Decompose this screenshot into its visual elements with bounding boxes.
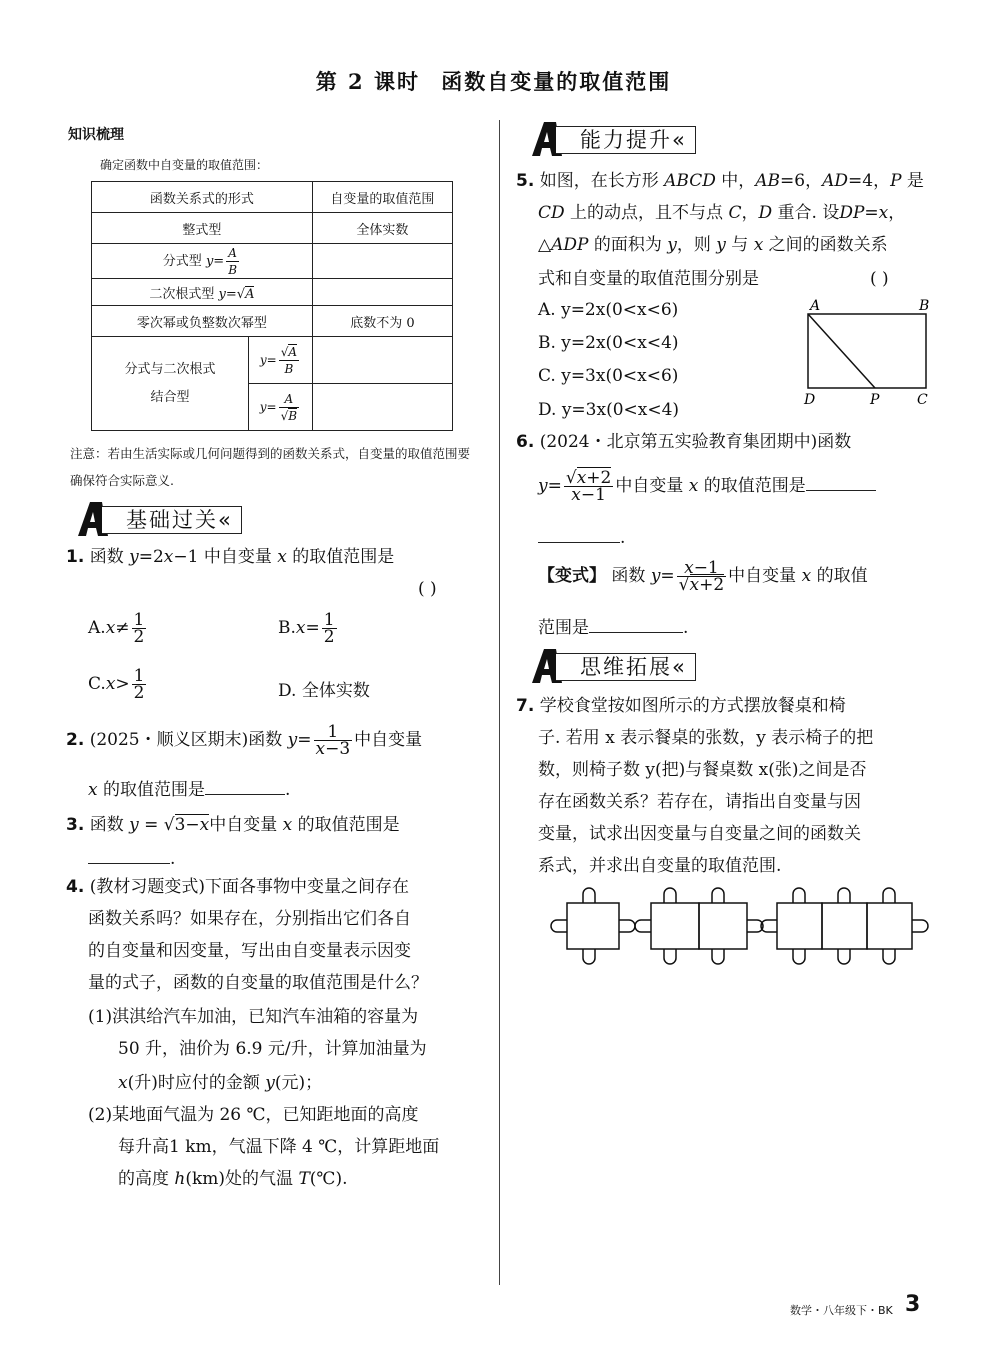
label-c: C: [917, 392, 928, 408]
page-title: [0, 66, 987, 96]
chair: [664, 888, 676, 903]
question-text: 中自变量: [354, 730, 423, 750]
table: [699, 903, 747, 949]
lesson-number: 第 2 课时: [315, 69, 420, 94]
book-info: 数学・八年级下・BK: [790, 1304, 893, 1317]
knowledge-table: [91, 181, 453, 431]
label-a: A: [810, 298, 821, 314]
knowledge-heading: 知识梳理: [68, 127, 124, 143]
option-d[interactable]: D. y=3x(0<x<4): [538, 400, 680, 420]
table-cell: y= $\frac{A}{√B}$: [249, 384, 313, 431]
radical-type-label: 二次根式型: [149, 286, 215, 302]
option-a[interactable]: A. y=2x(0<x<6): [538, 300, 679, 320]
question-3-line2: .: [88, 843, 175, 875]
chair: [712, 888, 724, 903]
question-text: 函数: [89, 815, 130, 835]
option-label: A.: [88, 618, 106, 638]
sub-question-1: 50 升，油价为 6.9 元/升，计算加油量为: [118, 1039, 427, 1059]
question-text: 中自变量: [209, 815, 283, 835]
fraction-type-label: 分式型: [162, 253, 202, 269]
question-7: [516, 690, 936, 722]
table: [867, 903, 912, 949]
column-divider: [499, 120, 500, 1285]
knowledge-note: 注意：若由生活实际或几何问题得到的函数关系式，自变量的取值范围要确保符合实际意义.: [70, 446, 471, 488]
chair: [583, 949, 595, 964]
question-source: (教材习题变式): [89, 877, 205, 897]
question-source: (2024・北京第五实验教育集团期中): [539, 432, 818, 452]
page-number: 3: [905, 1292, 921, 1317]
question-text: 函数关系吗？如果存在，分别指出它们各自: [88, 909, 411, 929]
question-text: 中自变量: [198, 547, 278, 567]
table: [567, 903, 619, 949]
question-3: 3. 函数 y = √3−x中自变量 x 的取值范围是: [66, 815, 400, 835]
section-title-text: 思维拓展: [580, 655, 672, 679]
question-text: 的取值范围是: [698, 476, 806, 496]
lesson-title: 函数自变量的取值范围: [441, 69, 672, 94]
question-text: △: [538, 235, 552, 255]
question-text: 中，: [715, 171, 756, 191]
question-text: 是: [901, 171, 924, 191]
question-text: 函数: [89, 547, 130, 567]
table-cell: y= $\frac{√A}{B}$: [249, 337, 313, 384]
question-source: (2025・顺义区期末): [89, 730, 249, 750]
table-cell: 底数不为 0: [312, 306, 452, 337]
section-title-text: 基础过关: [126, 508, 218, 532]
table-cell: 整式型: [92, 213, 313, 244]
answer-blank[interactable]: [205, 776, 285, 795]
question-text: 之间的函数关系: [763, 235, 888, 255]
variant-question: 【变式】 函数 y= $\frac{x-1}{√x+2}$ 中自变量 x 的取值: [538, 558, 868, 595]
answer-blank[interactable]: [806, 472, 876, 491]
arrangement-1: [551, 888, 635, 964]
question-6: [516, 426, 936, 458]
chair: [551, 920, 567, 932]
question-text: 学校食堂按如图所示的方式摆放餐桌和椅: [539, 696, 846, 716]
question-number: 6.: [516, 432, 535, 452]
option-c[interactable]: C. y=3x(0<x<6): [538, 366, 679, 386]
option-label: C.: [88, 674, 106, 694]
chair: [635, 920, 651, 932]
question-number: 3.: [66, 815, 85, 835]
question-number: 5.: [516, 171, 535, 191]
arrangement-2: [635, 888, 763, 964]
answer-blank[interactable]: [538, 524, 620, 543]
table-cell: [312, 337, 452, 384]
combined-type-label-2: 结合型: [150, 389, 190, 405]
chair: [883, 888, 895, 903]
question-4: [66, 871, 486, 903]
arrangement-3: [761, 888, 928, 964]
table: [777, 903, 822, 949]
question-text: 函数: [817, 432, 852, 452]
question-text: 函数: [248, 730, 283, 750]
question-text: (km)处的气温: [185, 1169, 299, 1189]
question-5-line2: CD 上的动点，且不与点 C，D 重合. 设DP=x，: [538, 203, 906, 223]
question-text: 存在函数关系？若存在，请指出自变量与因: [538, 792, 861, 812]
question-text: 中自变量: [728, 566, 802, 586]
segment-ap: [808, 314, 875, 388]
sub-question-1: (1)淇淇给汽车加油，已知汽车油箱的容量为: [88, 1007, 419, 1027]
question-text: (升)时应付的金额: [127, 1073, 266, 1093]
question-text: 如图，在长方形: [539, 171, 665, 191]
table-cell: 全体实数: [312, 213, 452, 244]
tables-chairs-figure: [545, 886, 935, 968]
question-text: 式和自变量的取值范围分别是: [538, 269, 759, 289]
chair: [712, 949, 724, 964]
question-1: 1. 函数 y=2x−1 中自变量 x 的取值范围是: [66, 547, 395, 567]
table-cell: [312, 279, 452, 306]
section-title-thinking: [556, 653, 696, 681]
chair: [619, 920, 635, 932]
table-cell: 零次幂或负整数次幂型: [92, 306, 313, 337]
option-label: B.: [278, 618, 296, 638]
question-6-line2: y= $\frac{√x+2}{x-1}$ 中自变量 x 的取值范围是: [538, 470, 876, 503]
chair: [793, 949, 805, 964]
chair: [838, 888, 850, 903]
option-a[interactable]: A.x≠ $\frac{1}{2}$: [88, 610, 145, 647]
question-text: 重合. 设: [772, 203, 840, 223]
question-text: (元)；: [274, 1073, 323, 1093]
question-text: 的取值范围是: [286, 547, 395, 567]
question-text: 量的式子，函数的自变量的取值范围是什么？: [88, 973, 428, 993]
combined-type-label: 分式与二次根式: [124, 361, 216, 377]
answer-bracket[interactable]: ( ): [870, 269, 889, 289]
sub-question-2: 每升高1 km，气温下降 4 ℃，计算距地面: [118, 1137, 440, 1157]
section-banner-basic: [76, 504, 256, 534]
table-cell: [312, 244, 452, 279]
table-cell: [312, 384, 452, 431]
chair: [583, 888, 595, 903]
rectangle-figure: [800, 296, 940, 411]
section-title-text: 能力提升: [580, 128, 672, 152]
section-banner-ability: [530, 124, 710, 154]
sub-question-2: 的高度 h(km)处的气温 T(℃).: [118, 1169, 348, 1189]
question-text: 下面各事物中变量之间存在: [204, 877, 409, 897]
chair: [793, 888, 805, 903]
question-text: 与: [725, 235, 754, 255]
table: [822, 903, 867, 949]
question-text: 的取值范围是: [292, 815, 400, 835]
question-2: 2. (2025・顺义区期末)函数 y= $\frac{1}{x-3}$ 中自变量: [66, 722, 423, 759]
table-header-form: 函数关系式的形式: [92, 182, 313, 213]
label-d: D: [804, 392, 816, 408]
question-number: 4.: [66, 877, 85, 897]
table-header-range: 自变量的取值范围: [312, 182, 452, 213]
question-text: ，: [805, 171, 823, 191]
sub-question-1: x(升)时应付的金额 y(元)；: [118, 1073, 323, 1093]
question-text: (℃).: [309, 1169, 348, 1189]
question-text: 的取值范围是: [103, 780, 205, 800]
section-title-basic: [102, 506, 242, 534]
chair: [912, 920, 928, 932]
question-text: 的面积为: [588, 235, 668, 255]
question-text: 的取值: [811, 566, 868, 586]
label-p: P: [870, 392, 880, 408]
question-text: ，则: [676, 235, 717, 255]
label-b: B: [919, 298, 930, 314]
rectangle-abcd: [808, 314, 926, 388]
double-chevron-icon: «: [672, 128, 687, 152]
question-5: 5. 如图，在长方形 ABCD 中，AB=6，AD=4，P 是: [516, 171, 924, 191]
answer-bracket[interactable]: ( ): [418, 579, 437, 599]
table: [651, 903, 699, 949]
question-text: 系式，并求出自变量的取值范围.: [538, 856, 782, 876]
double-chevron-icon: «: [672, 655, 687, 679]
question-text: 范围是: [538, 618, 589, 638]
table-cell: 二次根式型 y=√A: [92, 279, 313, 306]
section-banner-thinking: [530, 651, 710, 681]
answer-blank[interactable]: [88, 845, 170, 864]
question-2-line2: x 的取值范围是 .: [88, 774, 290, 806]
sub-question-2: (2)某地面气温为 26 ℃，已知距地面的高度: [88, 1105, 419, 1125]
question-text: 的自变量和因变量，写出由自变量表示因变: [88, 941, 411, 961]
answer-blank[interactable]: [589, 614, 683, 633]
question-text: 上的动点，且不与点: [564, 203, 729, 223]
knowledge-intro: 确定函数中自变量的取值范围：: [100, 158, 269, 172]
table-cell: [92, 337, 249, 431]
question-number: 7.: [516, 696, 535, 716]
chair: [883, 949, 895, 964]
section-title-ability: [556, 126, 696, 154]
variant-label: 【变式】: [538, 566, 606, 586]
option-b[interactable]: B.x= $\frac{1}{2}$: [278, 610, 335, 647]
question-text: 数，则椅子数 y(把)与餐桌数 x(张)之间是否: [538, 760, 867, 780]
question-number: 2.: [66, 730, 85, 750]
question-number: 1.: [66, 547, 85, 567]
question-text: 子. 若用 x 表示餐桌的张数，y 表示椅子的把: [538, 728, 874, 748]
variant-line2: 范围是 .: [538, 612, 688, 644]
question-6-line3: .: [538, 522, 625, 554]
option-b[interactable]: B. y=2x(0<x<4): [538, 333, 679, 353]
chair: [664, 949, 676, 964]
chair: [838, 949, 850, 964]
question-text: 变量，试求出因变量与自变量之间的函数关: [538, 824, 861, 844]
question-text: 中自变量: [615, 476, 689, 496]
question-5-line3: △ADP 的面积为 y，则 y 与 x 之间的函数关系: [538, 235, 888, 255]
option-c[interactable]: C.x> $\frac{1}{2}$: [88, 666, 145, 703]
option-d[interactable]: D. 全体实数: [278, 681, 370, 701]
double-chevron-icon: «: [218, 508, 233, 532]
question-text: 函数: [611, 566, 651, 586]
table-cell: 分式型 y= $\frac{A}{B}$: [92, 244, 313, 279]
question-text: 的高度: [118, 1169, 175, 1189]
